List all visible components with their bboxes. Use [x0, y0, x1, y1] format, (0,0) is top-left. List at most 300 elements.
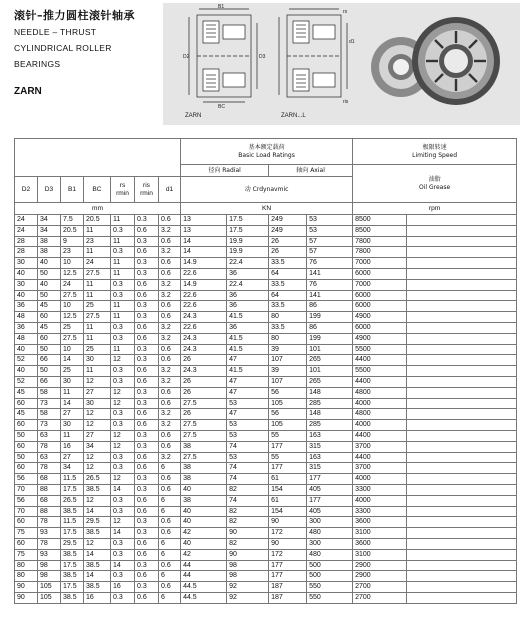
table-cell: 177: [269, 441, 307, 452]
table-row: [15, 560, 517, 571]
table-cell: 33.5: [269, 258, 307, 269]
table-cell: 90: [269, 538, 307, 549]
table-cell: 40: [181, 506, 227, 517]
table-cell: 25: [61, 322, 84, 333]
table-cell: 20.5: [84, 215, 111, 226]
table-cell: 90: [227, 528, 269, 539]
table-cell: 0.3: [111, 279, 135, 290]
table-cell: 0.3: [135, 268, 159, 279]
table-cell: 17.5: [61, 560, 84, 571]
table-cell: 40: [181, 484, 227, 495]
table-cell: 33.5: [269, 279, 307, 290]
table-cell: 38.5: [61, 549, 84, 560]
table-cell: 33.5: [269, 322, 307, 333]
table-row: [15, 538, 517, 549]
table-cell: 4400: [353, 452, 407, 463]
table-cell: 4900: [353, 312, 407, 323]
col-header-bc: BC: [84, 177, 111, 203]
table-cell: 3.2: [159, 322, 181, 333]
table-cell: 6000: [353, 322, 407, 333]
table-row: [15, 452, 517, 463]
table-cell: 12: [111, 355, 135, 366]
table-cell: 249: [269, 225, 307, 236]
table-cell: 12: [111, 517, 135, 528]
table-cell: 0.3: [111, 452, 135, 463]
table-cell: 34: [38, 225, 61, 236]
table-cell: 26: [181, 387, 227, 398]
table-cell: 0.6: [159, 312, 181, 323]
table-cell: 265: [307, 355, 353, 366]
table-cell: 0.6: [135, 333, 159, 344]
table-cell-empty: [407, 538, 517, 549]
unit-rpm: rpm: [353, 203, 517, 215]
table-cell: 107: [269, 376, 307, 387]
table-cell: 6: [159, 592, 181, 603]
col-header-d2: D2: [15, 177, 38, 203]
table-cell: 41.5: [227, 333, 269, 344]
table-cell: 76: [307, 258, 353, 269]
dim-label-d3: D3: [259, 54, 266, 60]
table-row: [15, 420, 517, 431]
table-cell: 3.2: [159, 452, 181, 463]
table-cell: 30: [84, 355, 111, 366]
table-cell: 172: [269, 528, 307, 539]
technical-drawing-panel: [163, 3, 520, 125]
table-cell: 0.3: [135, 398, 159, 409]
table-cell: 14: [84, 549, 111, 560]
table-cell: 16: [84, 592, 111, 603]
table-cell: 11: [111, 268, 135, 279]
table-cell: 0.3: [111, 366, 135, 377]
table-cell: 0.6: [135, 538, 159, 549]
table-cell: 3.2: [159, 420, 181, 431]
table-cell: 0.6: [135, 376, 159, 387]
table-cell: 27.5: [61, 333, 84, 344]
table-cell: 38.5: [61, 592, 84, 603]
table-cell: 19.9: [227, 247, 269, 258]
table-cell: 36: [15, 301, 38, 312]
table-cell: 10: [61, 301, 84, 312]
table-cell: 12: [84, 409, 111, 420]
table-cell-empty: [407, 452, 517, 463]
table-cell: 25: [84, 344, 111, 355]
table-cell: 2700: [353, 582, 407, 593]
table-cell: 0.6: [135, 549, 159, 560]
table-cell: 36: [227, 322, 269, 333]
table-cell: 12: [111, 474, 135, 485]
table-cell: 86: [307, 322, 353, 333]
table-row: [15, 495, 517, 506]
table-cell: 0.6: [159, 474, 181, 485]
table-cell: 57: [307, 247, 353, 258]
table-cell: 68: [38, 495, 61, 506]
table-cell: 0.6: [159, 387, 181, 398]
table-cell: 88: [38, 506, 61, 517]
table-cell: 0.3: [135, 582, 159, 593]
table-cell: 50: [38, 366, 61, 377]
table-cell: 74: [227, 495, 269, 506]
table-cell: 0.6: [159, 398, 181, 409]
table-cell: 17.5: [61, 582, 84, 593]
table-cell-empty: [407, 344, 517, 355]
table-cell: 315: [307, 441, 353, 452]
table-cell: 44.5: [181, 582, 227, 593]
table-cell-empty: [407, 247, 517, 258]
table-cell: 19.9: [227, 236, 269, 247]
table-cell-empty: [407, 225, 517, 236]
table-cell: 550: [307, 582, 353, 593]
table-row: [15, 506, 517, 517]
table-cell: 11: [84, 333, 111, 344]
table-cell: 2700: [353, 592, 407, 603]
table-cell: 53: [227, 452, 269, 463]
table-row: [15, 258, 517, 269]
load-ratings-cn: 基本额定载荷: [248, 143, 285, 151]
table-cell: 14.9: [181, 258, 227, 269]
table-cell: 177: [307, 474, 353, 485]
dim-label-d1: d1: [349, 39, 355, 45]
table-cell-empty: [407, 312, 517, 323]
table-cell: 86: [307, 301, 353, 312]
table-cell: 80: [15, 571, 38, 582]
table-cell: 44.5: [181, 592, 227, 603]
table-cell: 53: [227, 430, 269, 441]
table-cell: 26: [269, 236, 307, 247]
cross-section-drawing-left: [189, 9, 257, 102]
table-cell: 64: [269, 268, 307, 279]
header: [14, 8, 174, 97]
table-cell: 0.6: [159, 344, 181, 355]
table-cell: 0.3: [111, 571, 135, 582]
table-cell: 26.5: [84, 474, 111, 485]
table-cell: 3.2: [159, 247, 181, 258]
table-cell: 0.3: [135, 430, 159, 441]
table-cell: 4000: [353, 474, 407, 485]
table-cell: 8500: [353, 225, 407, 236]
oil-grease-cn: 油脂: [428, 175, 441, 183]
table-cell: 47: [227, 387, 269, 398]
table-cell: 10: [61, 258, 84, 269]
table-cell: 55: [269, 430, 307, 441]
table-cell: 11: [111, 236, 135, 247]
table-cell: 80: [269, 312, 307, 323]
table-cell: 73: [38, 420, 61, 431]
table-cell: 38: [181, 441, 227, 452]
col-header-ris: ris rmin: [135, 177, 159, 203]
table-cell: 0.6: [159, 441, 181, 452]
table-cell: 480: [307, 549, 353, 560]
table-cell-empty: [407, 517, 517, 528]
table-row: [15, 474, 517, 485]
table-cell: 40: [15, 366, 38, 377]
table-cell: 11: [111, 215, 135, 226]
table-cell: 5500: [353, 344, 407, 355]
table-cell: 11: [84, 225, 111, 236]
table-cell: 4800: [353, 409, 407, 420]
table-cell: 48: [15, 312, 38, 323]
table-cell-empty: [407, 409, 517, 420]
table-cell: 0.3: [135, 528, 159, 539]
table-cell: 13: [181, 225, 227, 236]
radial-header: 径向 Radial: [181, 165, 269, 177]
table-cell: 6000: [353, 290, 407, 301]
table-cell: 14: [111, 484, 135, 495]
table-cell: 177: [269, 560, 307, 571]
table-cell: 80: [269, 333, 307, 344]
table-cell: 500: [307, 560, 353, 571]
table-cell: 0.6: [135, 279, 159, 290]
table-cell-empty: [407, 582, 517, 593]
table-cell: 12: [84, 463, 111, 474]
table-cell: 30: [61, 376, 84, 387]
table-row: [15, 236, 517, 247]
table-cell: 47: [227, 376, 269, 387]
table-cell: 38: [181, 495, 227, 506]
table-cell: 40: [15, 344, 38, 355]
table-cell: 0.3: [111, 376, 135, 387]
table-cell: 53: [307, 225, 353, 236]
table-cell: 27.5: [61, 290, 84, 301]
table-row: [15, 301, 517, 312]
table-cell: 61: [269, 495, 307, 506]
table-cell: 20.5: [61, 225, 84, 236]
table-cell: 56: [269, 387, 307, 398]
table-cell: 50: [38, 344, 61, 355]
table-cell: 3700: [353, 463, 407, 474]
table-cell: 34: [84, 441, 111, 452]
table-cell: 14: [61, 398, 84, 409]
table-cell: 148: [307, 387, 353, 398]
table-cell: 98: [38, 560, 61, 571]
table-cell: 27: [84, 387, 111, 398]
table-cell-empty: [407, 387, 517, 398]
table-cell: 33.5: [269, 301, 307, 312]
table-cell: 50: [15, 452, 38, 463]
table-row: [15, 549, 517, 560]
limiting-speed-en: Limiting Speed: [412, 151, 458, 159]
table-cell-empty: [407, 322, 517, 333]
table-cell: 0.6: [135, 592, 159, 603]
title-en-line-1: NEEDLE – THRUST: [14, 27, 97, 37]
table-cell: 12: [84, 452, 111, 463]
table-cell-empty: [407, 474, 517, 485]
table-cell: 16: [111, 582, 135, 593]
table-cell: 163: [307, 430, 353, 441]
table-cell: 6: [159, 538, 181, 549]
limiting-speed-header: [353, 139, 517, 165]
table-cell: 0.6: [135, 506, 159, 517]
table-cell: 78: [38, 441, 61, 452]
table-cell-empty: [407, 366, 517, 377]
table-cell-empty: [407, 258, 517, 269]
table-cell: 75: [15, 528, 38, 539]
table-cell: 107: [269, 355, 307, 366]
cr-dynamic-header: 动 Crdynavmic: [181, 177, 353, 203]
table-cell-empty: [407, 463, 517, 474]
table-cell: 60: [38, 333, 61, 344]
table-cell: 11: [84, 366, 111, 377]
table-cell: 41.5: [227, 366, 269, 377]
bearing-spec-table: [14, 138, 517, 604]
table-cell: 22.6: [181, 268, 227, 279]
table-cell: 405: [307, 506, 353, 517]
unit-kn: KN: [181, 203, 353, 215]
table-cell: 47: [227, 355, 269, 366]
table-cell: 0.3: [135, 301, 159, 312]
table-cell: 14.9: [181, 279, 227, 290]
unit-mm: mm: [15, 203, 181, 215]
table-cell: 90: [15, 582, 38, 593]
table-cell: 2900: [353, 560, 407, 571]
table-cell-empty: [407, 560, 517, 571]
table-cell-empty: [407, 290, 517, 301]
table-cell: 154: [269, 484, 307, 495]
table-cell: 4400: [353, 376, 407, 387]
table-cell: 38: [181, 474, 227, 485]
table-cell: 40: [15, 268, 38, 279]
table-cell: 17.5: [61, 528, 84, 539]
table-cell: 60: [15, 420, 38, 431]
table-cell: 22.6: [181, 322, 227, 333]
title-en-line-2: CYLINDRICAL ROLLER: [14, 43, 112, 53]
table-cell: 36: [227, 301, 269, 312]
table-cell: 98: [227, 560, 269, 571]
table-cell: 63: [38, 430, 61, 441]
table-cell: 24.3: [181, 366, 227, 377]
table-cell: 0.6: [159, 355, 181, 366]
dim-label-b1: B1: [218, 4, 225, 10]
table-cell: 66: [38, 376, 61, 387]
table-cell: 0.3: [111, 420, 135, 431]
table-cell: 0.3: [111, 549, 135, 560]
table-cell: 2900: [353, 571, 407, 582]
table-cell: 11: [84, 322, 111, 333]
table-cell-empty: [407, 355, 517, 366]
table-cell: 0.6: [135, 225, 159, 236]
table-cell: 78: [38, 517, 61, 528]
table-cell: 98: [227, 571, 269, 582]
caption-left: ZARN: [185, 113, 202, 119]
table-cell: 58: [38, 387, 61, 398]
table-cell: 0.6: [159, 517, 181, 528]
table-cell: 4400: [353, 355, 407, 366]
table-cell-empty: [407, 506, 517, 517]
table-cell-empty: [407, 301, 517, 312]
dim-label-d2: D2: [183, 54, 190, 60]
spec-table-body: [15, 215, 517, 604]
table-cell: 12: [111, 430, 135, 441]
table-cell: 177: [307, 495, 353, 506]
table-cell: 60: [15, 463, 38, 474]
table-cell: 47: [227, 409, 269, 420]
table-cell: 60: [38, 312, 61, 323]
table-cell: 3600: [353, 517, 407, 528]
table-cell: 6: [159, 571, 181, 582]
table-cell: 0.3: [135, 258, 159, 269]
table-row: [15, 484, 517, 495]
cross-section-drawing-right: [279, 9, 347, 97]
table-cell: 63: [38, 452, 61, 463]
table-cell: 0.6: [135, 463, 159, 474]
table-cell: 12: [111, 387, 135, 398]
table-cell: 22.4: [227, 279, 269, 290]
table-row: [15, 463, 517, 474]
bearing-drawings: [163, 3, 520, 125]
table-cell: 105: [38, 592, 61, 603]
table-cell: 6000: [353, 301, 407, 312]
table-cell: 0.6: [135, 366, 159, 377]
model-code: ZARN: [14, 86, 42, 97]
table-cell: 6000: [353, 268, 407, 279]
table-cell: 90: [227, 549, 269, 560]
table-cell: 163: [307, 452, 353, 463]
load-ratings-en: Basic Load Ratings: [238, 151, 295, 159]
table-cell: 27: [61, 452, 84, 463]
table-cell-empty: [407, 236, 517, 247]
table-cell: 40: [38, 258, 61, 269]
table-cell: 177: [269, 571, 307, 582]
table-cell: 42: [181, 549, 227, 560]
table-cell: 3.2: [159, 376, 181, 387]
table-cell: 29.5: [84, 517, 111, 528]
table-cell: 29.5: [61, 538, 84, 549]
table-cell: 172: [269, 549, 307, 560]
table-cell: 7.5: [61, 215, 84, 226]
table-cell-empty: [407, 549, 517, 560]
table-cell: 3.2: [159, 290, 181, 301]
table-cell: 22.6: [181, 301, 227, 312]
table-cell: 11: [84, 247, 111, 258]
table-cell-empty: [407, 441, 517, 452]
dim-label-rs: rs: [343, 9, 348, 15]
table-cell: 38.5: [61, 571, 84, 582]
table-cell: 61: [269, 474, 307, 485]
table-cell: 27.5: [181, 398, 227, 409]
table-cell: 3.2: [159, 225, 181, 236]
table-cell-empty: [407, 279, 517, 290]
table-cell: 73: [38, 398, 61, 409]
table-cell: 45: [38, 301, 61, 312]
table-cell: 58: [38, 409, 61, 420]
dimension-labels-left: [183, 4, 266, 110]
table-cell: 38.5: [84, 484, 111, 495]
table-cell: 45: [15, 387, 38, 398]
table-cell: 24.3: [181, 344, 227, 355]
table-row: [15, 517, 517, 528]
table-row: [15, 268, 517, 279]
title-en-line-3: BEARINGS: [14, 59, 61, 69]
table-cell: 36: [227, 290, 269, 301]
table-cell: 0.6: [135, 571, 159, 582]
table-cell: 45: [38, 322, 61, 333]
table-cell: 4800: [353, 387, 407, 398]
table-cell: 93: [38, 528, 61, 539]
table-cell: 56: [269, 409, 307, 420]
table-cell: 56: [15, 495, 38, 506]
table-cell: 27.5: [84, 312, 111, 323]
table-cell: 14: [181, 247, 227, 258]
table-cell: 40: [181, 538, 227, 549]
table-row: [15, 571, 517, 582]
table-cell: 38.5: [61, 506, 84, 517]
table-cell: 105: [269, 420, 307, 431]
table-cell: 27: [84, 430, 111, 441]
table-row: [15, 387, 517, 398]
table-row: [15, 312, 517, 323]
table-cell: 0.3: [135, 474, 159, 485]
table-cell: 14: [61, 355, 84, 366]
table-cell: 38.5: [84, 560, 111, 571]
